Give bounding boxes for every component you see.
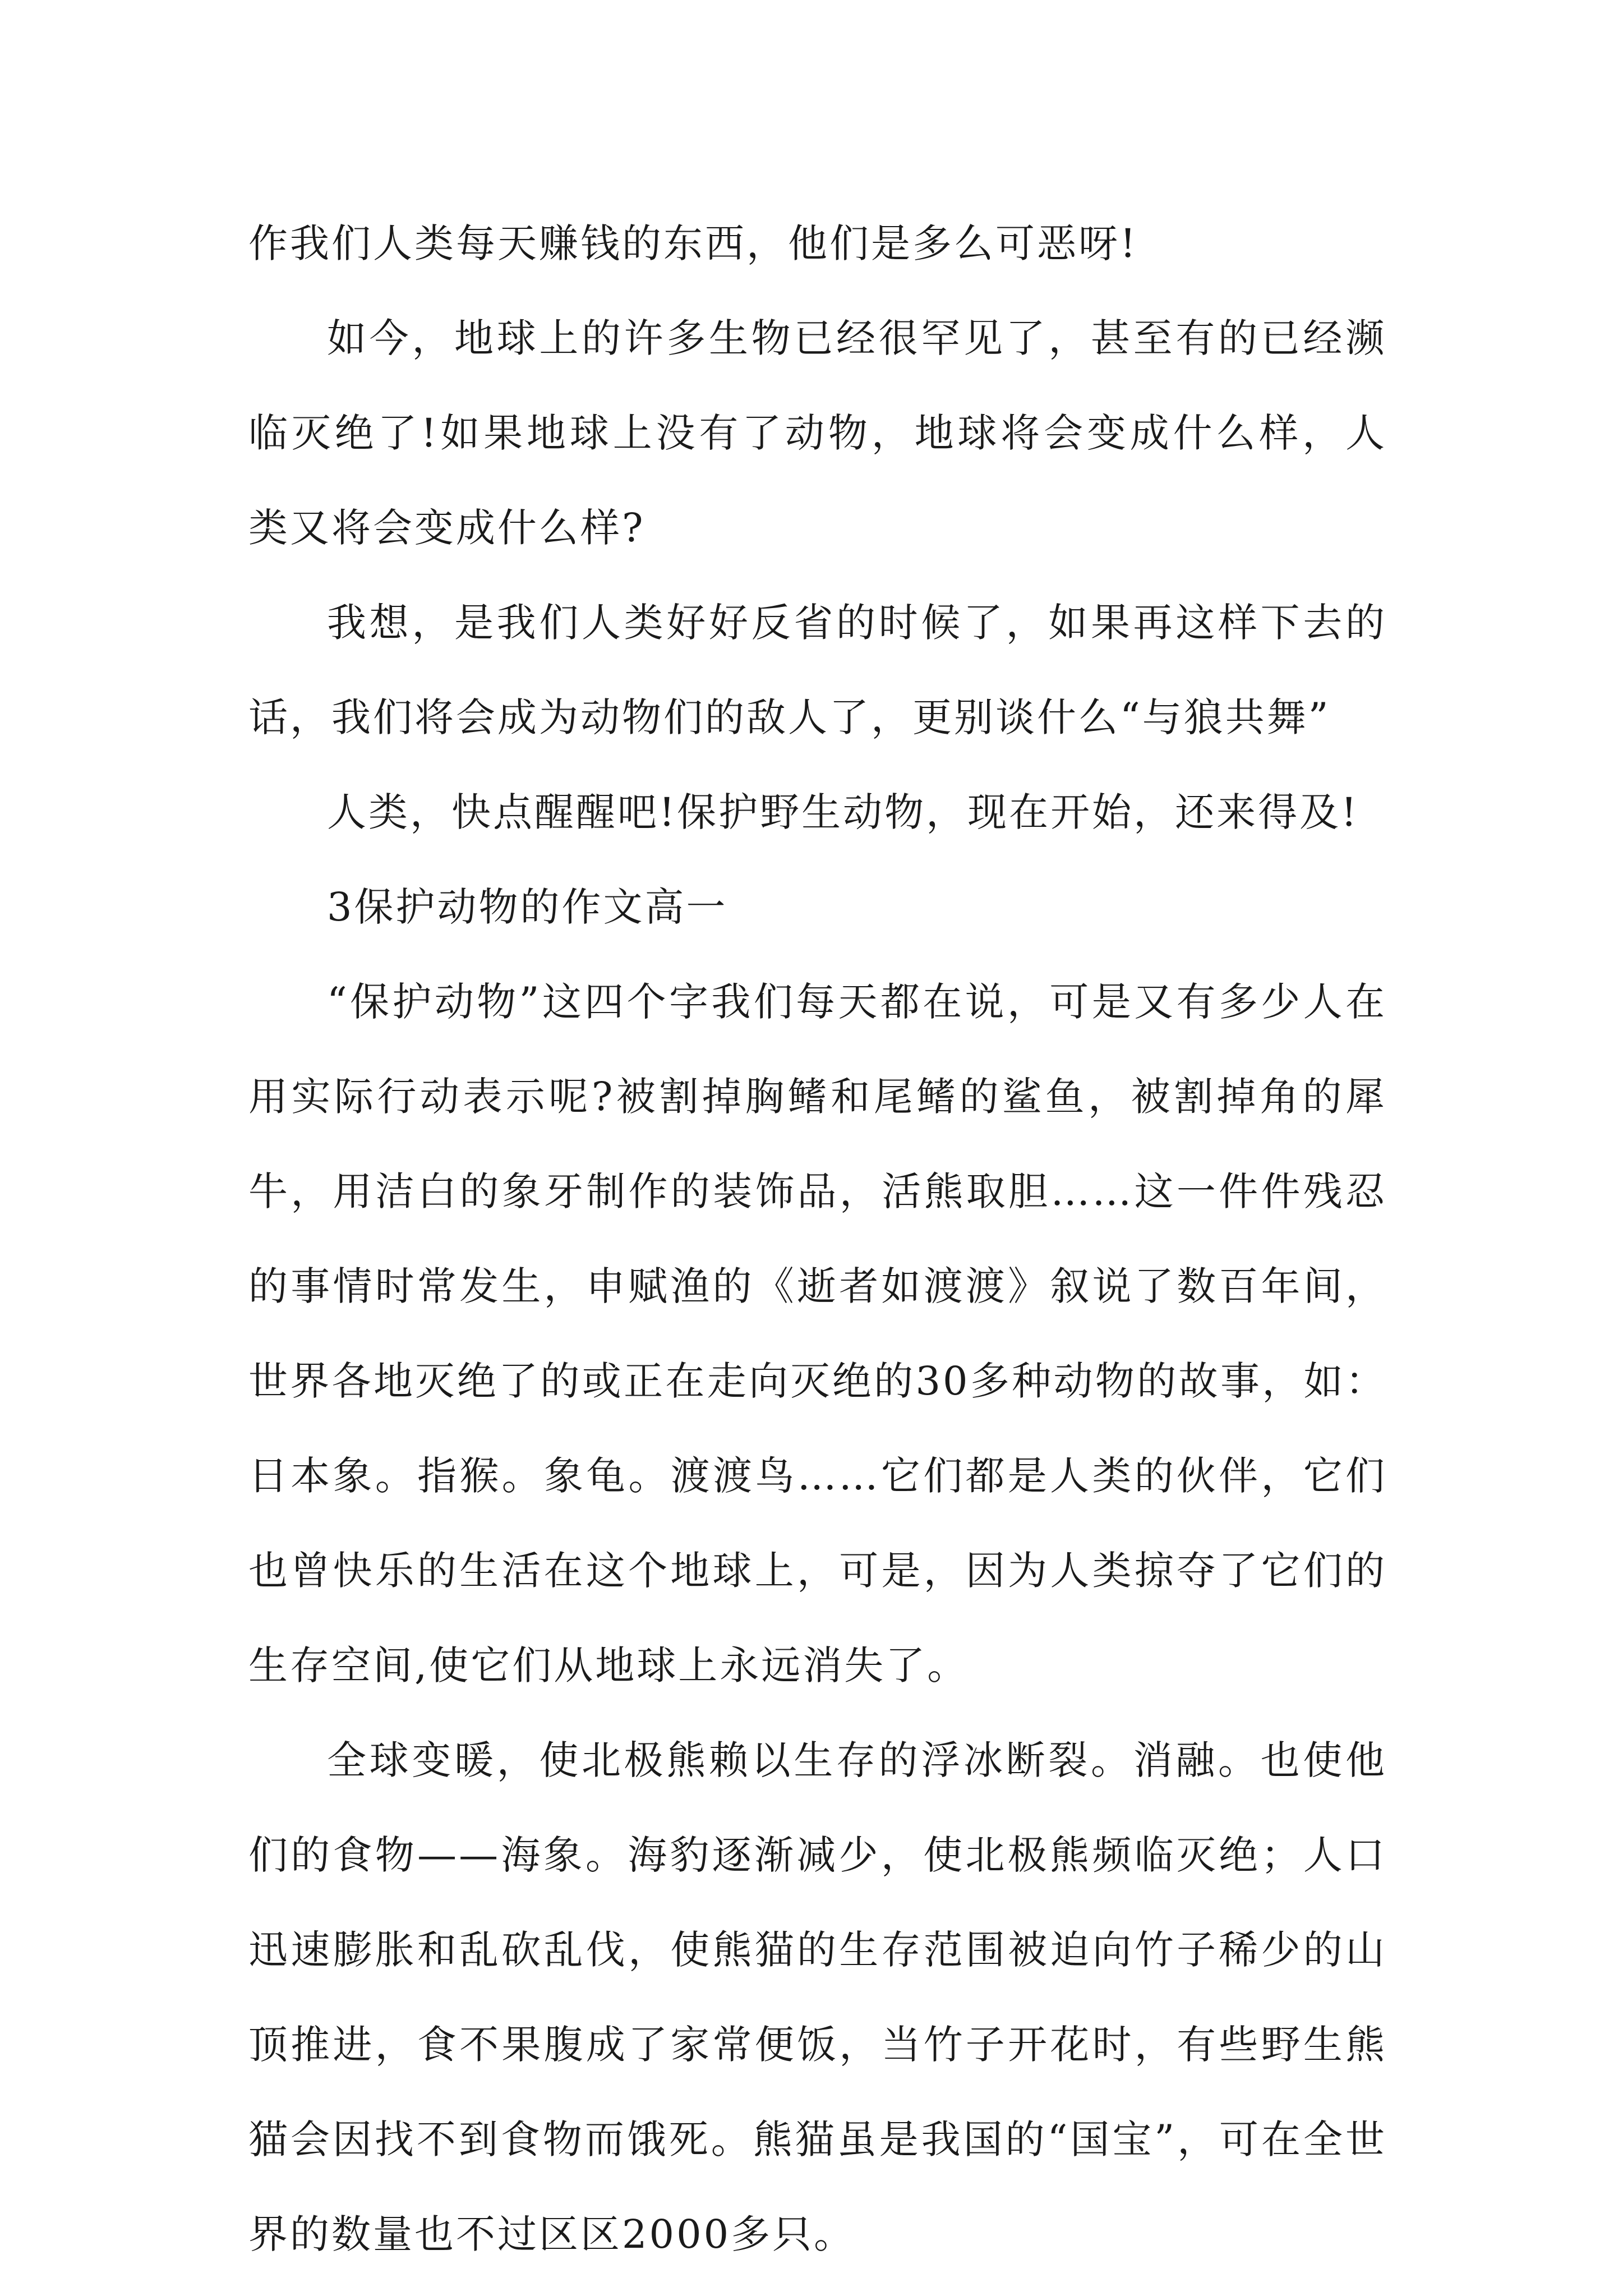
paragraph-rare-species: 如今，地球上的许多生物已经很罕见了，甚至有的已经濒临灭绝了!如果地球上没有了动物，地球将会变成什么样，人类又将会变成什么样? — [248, 315, 1387, 551]
paragraph-global-warming: 全球变暖，使北极熊赖以生存的浮冰断裂。消融。也使他们的食物——海象。海豹逐渐减少，使北极熊频临灭绝；人口迅速膨胀和乱砍乱伐，使熊猫的生存范围被迫向竹子稀少的山顶推进，食不果腹成了家常便饭，当竹子开花时，有些野生熊猫会因找不到食物而饿死。熊猫虽是我国的“国宝”，可在全世界的数量也不过区区2000多只。 — [248, 1737, 1387, 2257]
paragraph-wake-up: 人类，快点醒醒吧!保护野生动物，现在开始，还来得及! — [327, 789, 1359, 835]
paragraph-protect-animals: “保护动物”这四个字我们每天都在说，可是又有多少人在用实际行动表示呢?被割掉胸鳍和尾鳍的鲨鱼，被割掉角的犀牛，用洁白的象牙制作的装饰品，活熊取胆……这一件件残忍的事情时常发生，申赋渔的《逝者如渡渡》叙说了数百年间，世界各地灭绝了的或正在走向灭绝的30多种动物的故事，如：日本象。指猴。象龟。渡渡鸟……它们都是人类的伙伴，它们也曾快乐的生活在这个地球上，可是，因为人类掠夺了它们的生存空间,使它们从地球上永远消失了。 — [248, 979, 1387, 1688]
document-body — [248, 196, 1387, 2282]
paragraph-reflection: 我想，是我们人类好好反省的时候了，如果再这样下去的话，我们将会成为动物们的敌人了，更别谈什么“与狼共舞” — [248, 600, 1387, 740]
paragraph-continuation: 作我们人类每天赚钱的东西，他们是多么可恶呀! — [248, 220, 1138, 266]
section-heading: 3保护动物的作文高一 — [327, 884, 728, 930]
